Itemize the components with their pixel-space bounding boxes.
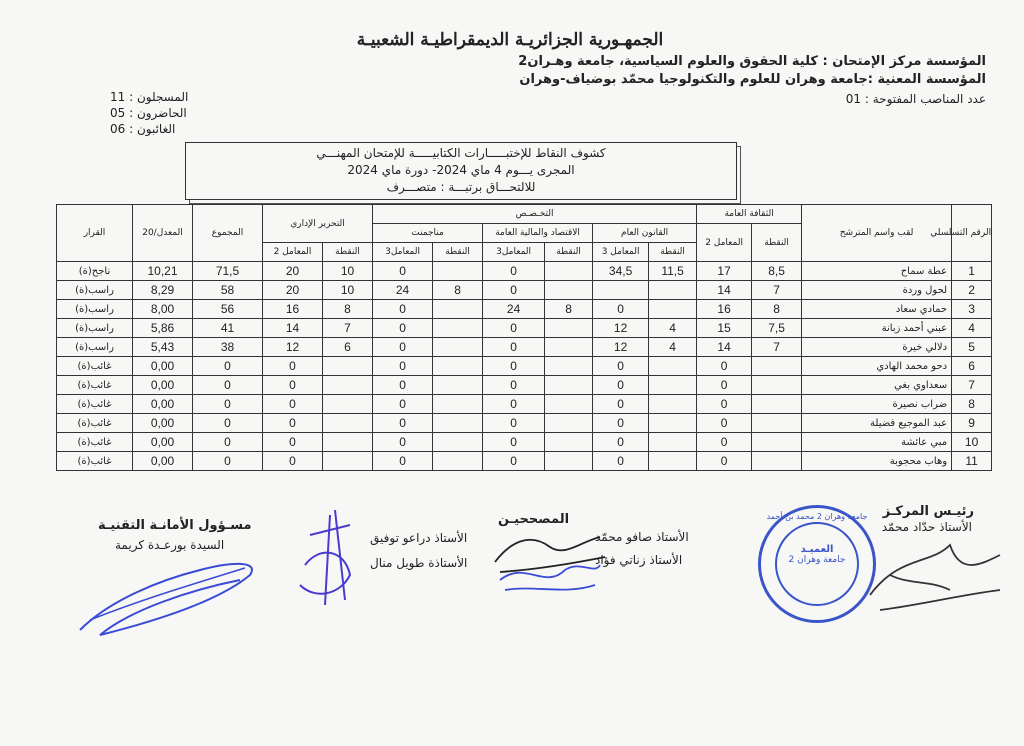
- cell-pl_s: [649, 452, 697, 471]
- cell-pl_c: [593, 281, 649, 300]
- corrector-2-signature: [495, 550, 605, 600]
- cell-dec: غائب(ة): [57, 433, 133, 452]
- cell-pl_c: 0: [593, 433, 649, 452]
- institution: المؤسسة المعنية :جامعة وهران للعلوم والتكنولوجيا محمّد بوضياف-وهران: [519, 72, 986, 87]
- cell-pl_c: 12: [593, 319, 649, 338]
- cell-total: 0: [193, 395, 263, 414]
- cell-name: ضراب نصيرة: [802, 395, 952, 414]
- cell-name: لحول وردة: [802, 281, 952, 300]
- cell-gc_s: [752, 433, 802, 452]
- cell-aw_c: 14: [263, 319, 323, 338]
- cell-pl_s: [649, 281, 697, 300]
- corrector-4: الأستاذة طويل منال: [370, 556, 468, 570]
- cell-mg_s: 8: [433, 281, 483, 300]
- cell-aw_c: 0: [263, 433, 323, 452]
- corrector-2: الأستاذ زناتي فؤاد: [595, 553, 683, 567]
- cell-ec_c: 0: [483, 414, 545, 433]
- cell-ec_c: 0: [483, 395, 545, 414]
- cell-dec: غائب(ة): [57, 414, 133, 433]
- cell-pl_c: 0: [593, 414, 649, 433]
- cell-avg: 5,86: [133, 319, 193, 338]
- table-row: [57, 300, 992, 319]
- cell-aw_c: 16: [263, 300, 323, 319]
- cell-gc_s: 7: [752, 338, 802, 357]
- cell-gc_c: 0: [697, 395, 752, 414]
- cell-ec_s: [545, 319, 593, 338]
- cell-gc_s: [752, 452, 802, 471]
- corrector-3: الأستاذ دراعو توفيق: [370, 531, 468, 545]
- cell-avg: 0,00: [133, 414, 193, 433]
- cell-pl_c: 0: [593, 376, 649, 395]
- cell-ec_c: 0: [483, 376, 545, 395]
- cell-ec_s: [545, 414, 593, 433]
- cell-mg_c: 0: [373, 262, 433, 281]
- cell-aw_c: 0: [263, 376, 323, 395]
- cell-total: 38: [193, 338, 263, 357]
- cell-avg: 0,00: [133, 452, 193, 471]
- title-line-3: للالتحـــاق برتبـــة : متصـــرف: [386, 180, 536, 194]
- cell-mg_c: 0: [373, 414, 433, 433]
- header-ec-score: النقطة: [545, 243, 593, 262]
- cell-pl_c: 0: [593, 395, 649, 414]
- cell-gc_c: 15: [697, 319, 752, 338]
- table-row: [57, 433, 992, 452]
- cell-total: 0: [193, 357, 263, 376]
- cell-gc_s: 7,5: [752, 319, 802, 338]
- cell-ec_c: 0: [483, 262, 545, 281]
- cell-ec_s: [545, 357, 593, 376]
- header-gc-score: النقطة: [752, 224, 802, 262]
- cell-ec_s: [545, 452, 593, 471]
- cell-gc_c: 0: [697, 414, 752, 433]
- cell-mg_s: [433, 338, 483, 357]
- grades-table: [56, 204, 992, 471]
- cell-gc_c: 17: [697, 262, 752, 281]
- cell-gc_s: [752, 376, 802, 395]
- cell-mg_c: 0: [373, 338, 433, 357]
- cell-pl_s: [649, 300, 697, 319]
- cell-avg: 0,00: [133, 357, 193, 376]
- cell-aw_s: [323, 357, 373, 376]
- corrector-1: الأستاذ صافو محمّد: [595, 530, 689, 544]
- cell-gc_s: 7: [752, 281, 802, 300]
- cell-dec: غائب(ة): [57, 452, 133, 471]
- cell-n: 7: [952, 376, 992, 395]
- cell-ec_c: 0: [483, 357, 545, 376]
- cell-pl_c: 0: [593, 357, 649, 376]
- cell-total: 0: [193, 376, 263, 395]
- cell-aw_c: 0: [263, 414, 323, 433]
- cell-dec: راسب(ة): [57, 300, 133, 319]
- cell-name: دحو محمد الهادي: [802, 357, 952, 376]
- cell-mg_c: 0: [373, 319, 433, 338]
- cell-n: 10: [952, 433, 992, 452]
- table-row: [57, 414, 992, 433]
- cell-dec: راسب(ة): [57, 338, 133, 357]
- cell-mg_c: 0: [373, 376, 433, 395]
- cell-pl_s: [649, 433, 697, 452]
- cell-ec_s: 8: [545, 300, 593, 319]
- cell-gc_c: 0: [697, 433, 752, 452]
- cell-gc_s: [752, 357, 802, 376]
- cell-pl_c: 12: [593, 338, 649, 357]
- cell-ec_s: [545, 376, 593, 395]
- header-serial: الرقم التسلسلي: [952, 205, 992, 262]
- cell-total: 0: [193, 414, 263, 433]
- stamp-ring-text: جامعة وهران 2 محمد بن أحمد: [766, 512, 868, 521]
- cell-ec_s: [545, 281, 593, 300]
- cell-total: 0: [193, 452, 263, 471]
- header-decision: القرار: [57, 205, 133, 262]
- cell-name: مبي عائشة: [802, 433, 952, 452]
- header-general-culture: الثقافة العامة: [697, 205, 802, 224]
- center-head-name: الأستاذ حدّاد محمّد: [881, 520, 972, 534]
- header-gc-coef: المعامل 2: [697, 224, 752, 262]
- cell-pl_s: 4: [649, 319, 697, 338]
- cell-avg: 8,29: [133, 281, 193, 300]
- cell-gc_s: 8,5: [752, 262, 802, 281]
- cell-n: 8: [952, 395, 992, 414]
- cell-n: 3: [952, 300, 992, 319]
- cell-mg_s: [433, 376, 483, 395]
- cell-aw_s: [323, 452, 373, 471]
- title-line-2: المجرى يـــوم 4 ماي 2024- دورة ماي 2024: [347, 163, 575, 177]
- cell-aw_s: [323, 414, 373, 433]
- header-aw-coef: المعامل 2: [263, 243, 323, 262]
- cell-name: دلالي خيرة: [802, 338, 952, 357]
- cell-avg: 0,00: [133, 395, 193, 414]
- table-row: [57, 262, 992, 281]
- header-mg-coef: المعامل3: [373, 243, 433, 262]
- tech-secretariat-title: مسـؤول الأمانـة التقنيـة: [98, 518, 252, 533]
- cell-aw_c: 0: [263, 357, 323, 376]
- cell-aw_c: 0: [263, 395, 323, 414]
- header-public-law: القانون العام: [593, 224, 697, 243]
- cell-pl_c: 0: [593, 300, 649, 319]
- cell-ec_s: [545, 395, 593, 414]
- cell-ec_s: [545, 262, 593, 281]
- cell-mg_c: 0: [373, 395, 433, 414]
- cell-mg_s: [433, 452, 483, 471]
- stamp-center-title: العميـد: [800, 544, 834, 555]
- cell-aw_s: 6: [323, 338, 373, 357]
- cell-name: عطة سماح: [802, 262, 952, 281]
- center-head-signature: [860, 535, 1010, 625]
- official-stamp: [758, 505, 876, 623]
- header-ec-coef: المعامل3: [483, 243, 545, 262]
- cell-ec_s: [545, 338, 593, 357]
- cell-mg_s: [433, 357, 483, 376]
- cell-gc_c: 14: [697, 281, 752, 300]
- cell-gc_s: [752, 395, 802, 414]
- cell-name: سعداوي بغي: [802, 376, 952, 395]
- cell-gc_s: 8: [752, 300, 802, 319]
- header-management: مناجمنت: [373, 224, 483, 243]
- header-mg-score: النقطة: [433, 243, 483, 262]
- cell-dec: غائب(ة): [57, 395, 133, 414]
- header-economics: الاقتصاد والمالية العامة: [483, 224, 593, 243]
- cell-name: عبني أحمد زبانة: [802, 319, 952, 338]
- cell-mg_c: 0: [373, 300, 433, 319]
- cell-mg_s: [433, 433, 483, 452]
- cell-total: 56: [193, 300, 263, 319]
- cell-ec_s: [545, 433, 593, 452]
- cell-total: 71,5: [193, 262, 263, 281]
- cell-n: 2: [952, 281, 992, 300]
- cell-mg_s: [433, 300, 483, 319]
- cell-total: 58: [193, 281, 263, 300]
- cell-pl_c: 34,5: [593, 262, 649, 281]
- cell-pl_s: [649, 395, 697, 414]
- stamp-center-sub: جامعة وهران 2: [788, 555, 846, 565]
- cell-total: 41: [193, 319, 263, 338]
- cell-avg: 0,00: [133, 376, 193, 395]
- cell-pl_s: [649, 414, 697, 433]
- table-row: [57, 281, 992, 300]
- header-specialty: التخـصـص: [373, 205, 697, 224]
- title-line-1: كشوف النقاط للإختبـــــارات الكتابيـــــة للإمتحان المهنـــي: [316, 146, 606, 160]
- present-count: الحاضرون : 05: [110, 106, 187, 120]
- cell-pl_s: 4: [649, 338, 697, 357]
- cell-n: 9: [952, 414, 992, 433]
- cell-gc_c: 14: [697, 338, 752, 357]
- cell-mg_s: [433, 319, 483, 338]
- cell-ec_c: 0: [483, 281, 545, 300]
- cell-mg_c: 24: [373, 281, 433, 300]
- cell-avg: 8,00: [133, 300, 193, 319]
- header-aw-score: النقطة: [323, 243, 373, 262]
- exam-center: المؤسسة مركز الإمتحان : كلية الحقوق والعلوم السياسية، جامعة وهـران2: [518, 54, 986, 69]
- table-row: [57, 319, 992, 338]
- cell-n: 5: [952, 338, 992, 357]
- cell-aw_s: 8: [323, 300, 373, 319]
- cell-dec: راسب(ة): [57, 281, 133, 300]
- cell-aw_c: 20: [263, 281, 323, 300]
- cell-name: عبد الموجيع فضيلة: [802, 414, 952, 433]
- cell-ec_c: 24: [483, 300, 545, 319]
- correctors-title: المصححيـن: [498, 512, 570, 527]
- table-row: [57, 395, 992, 414]
- cell-aw_c: 20: [263, 262, 323, 281]
- tech-secretariat-name: السيدة بورعـدة كريمة: [115, 538, 225, 552]
- cell-n: 11: [952, 452, 992, 471]
- grades-body: [57, 262, 992, 471]
- header-pl-score: النقطة: [649, 243, 697, 262]
- tech-signature: [70, 540, 270, 640]
- cell-ec_c: 0: [483, 452, 545, 471]
- table-row: [57, 376, 992, 395]
- table-row: [57, 357, 992, 376]
- header-pl-coef: المعامل 3: [593, 243, 649, 262]
- cell-total: 0: [193, 433, 263, 452]
- cell-aw_s: 10: [323, 281, 373, 300]
- cell-dec: راسب(ة): [57, 319, 133, 338]
- cell-n: 4: [952, 319, 992, 338]
- cell-ec_c: 0: [483, 319, 545, 338]
- corrector-3-signature: [290, 505, 370, 615]
- title-box: [185, 142, 737, 200]
- cell-aw_s: [323, 395, 373, 414]
- center-head-title: رئيـس المركـز: [882, 504, 974, 519]
- cell-gc_c: 0: [697, 376, 752, 395]
- cell-name: وهاب محجوبة: [802, 452, 952, 471]
- cell-gc_s: [752, 414, 802, 433]
- cell-gc_c: 0: [697, 452, 752, 471]
- cell-dec: غائب(ة): [57, 357, 133, 376]
- cell-dec: ناجح(ة): [57, 262, 133, 281]
- cell-n: 1: [952, 262, 992, 281]
- absent-count: الغائبون : 06: [110, 122, 176, 136]
- cell-ec_c: 0: [483, 338, 545, 357]
- open-posts: عدد المناصب المفتوحة : 01: [845, 92, 986, 106]
- registered-count: المسجلون : 11: [110, 90, 189, 104]
- cell-pl_s: 11,5: [649, 262, 697, 281]
- header-name: لقب واسم المترشح: [802, 205, 952, 262]
- cell-avg: 10,21: [133, 262, 193, 281]
- cell-mg_c: 0: [373, 433, 433, 452]
- cell-name: حمادي سعاد: [802, 300, 952, 319]
- cell-mg_c: 0: [373, 452, 433, 471]
- table-row: [57, 338, 992, 357]
- cell-mg_s: [433, 262, 483, 281]
- header-total: المجموع: [193, 205, 263, 262]
- header-admin-writing: التحرير الإداري: [263, 205, 373, 243]
- cell-aw_s: [323, 433, 373, 452]
- cell-pl_s: [649, 357, 697, 376]
- stamp-center: [775, 522, 859, 606]
- cell-gc_c: 0: [697, 357, 752, 376]
- cell-aw_s: [323, 376, 373, 395]
- cell-pl_s: [649, 376, 697, 395]
- cell-avg: 0,00: [133, 433, 193, 452]
- cell-ec_c: 0: [483, 433, 545, 452]
- cell-mg_c: 0: [373, 357, 433, 376]
- cell-avg: 5,43: [133, 338, 193, 357]
- cell-gc_c: 16: [697, 300, 752, 319]
- republic-title: الجمهـورية الجزائريـة الديمقراطيـة الشعبيـة: [356, 30, 664, 50]
- cell-mg_s: [433, 395, 483, 414]
- cell-aw_s: 7: [323, 319, 373, 338]
- cell-dec: غائب(ة): [57, 376, 133, 395]
- cell-pl_c: 0: [593, 452, 649, 471]
- table-row: [57, 452, 992, 471]
- cell-aw_c: 0: [263, 452, 323, 471]
- header-average: المعدل/20: [133, 205, 193, 262]
- cell-aw_c: 12: [263, 338, 323, 357]
- cell-aw_s: 10: [323, 262, 373, 281]
- cell-n: 6: [952, 357, 992, 376]
- cell-mg_s: [433, 414, 483, 433]
